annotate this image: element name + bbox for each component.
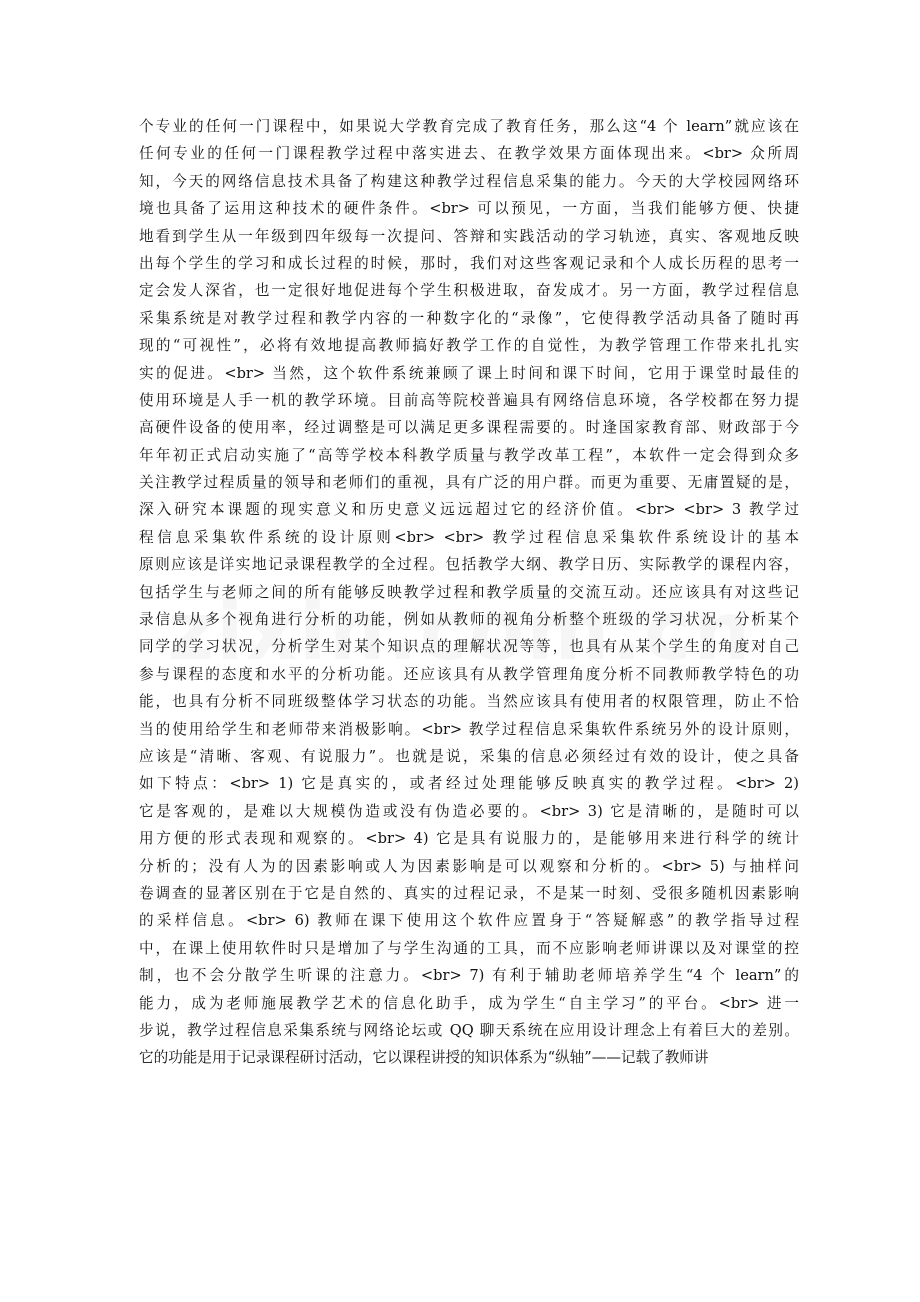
text-line: 使用环境是人手一机的教学环境。目前高等院校普遍具有网络信息环境，各学校都在努力提: [139, 391, 799, 409]
text-line: 当的使用给学生和老师带来消极影响。<br> 教学过程信息采集软件系统另外的设计原则，: [139, 720, 799, 738]
text-line: 能力，成为老师施展教学艺术的信息化助手，成为学生“自主学习”的平台。<br> 进一: [139, 994, 799, 1012]
text-line: 的采样信息。<br> 6) 教师在课下使用这个软件应置身于“答疑解惑”的教学指导过程: [139, 912, 799, 930]
text-line: 境也具备了运用这种技术的硬件条件。<br> 可以预见，一方面，当我们能够方便、快捷: [139, 200, 799, 218]
text-line: 如下特点：<br> 1) 它是真实的，或者经过处理能够反映真实的教学过程。<br> 2): [139, 775, 799, 793]
text-line: 高硬件设备的使用率，经过调整是可以满足更多课程需要的。时逢国家教育部、财政部于今: [139, 419, 799, 437]
text-line: 卷调查的显著区别在于它是自然的、真实的过程记录，不是某一时刻、受很多随机因素影响: [139, 884, 799, 902]
text-line: 年年初正式启动实施了“高等学校本科教学质量与教学改革工程”，本软件一定会得到众多: [139, 446, 799, 464]
text-line: 定会发人深省，也一定很好地促进每个学生积极进取，奋发成才。另一方面，教学过程信息: [139, 282, 799, 300]
text-line: 程信息采集软件系统的设计原则<br> <br> 教学过程信息采集软件系统设计的基本: [139, 528, 799, 546]
text-line: 同学的学习状况，分析学生对某个知识点的理解状况等等，也具有从某个学生的角度对自己: [139, 638, 799, 656]
text-line: 能，也具有分析不同班级整体学习状态的功能。当然应该具有使用者的权限管理，防止不恰: [139, 693, 799, 711]
text-line: 知，今天的网络信息技术具备了构建这种教学过程信息采集的能力。今天的大学校园网络环: [139, 172, 799, 190]
text-line: 实的促进。<br> 当然，这个软件系统兼顾了课上时间和课下时间，它用于课堂时最佳的: [139, 364, 799, 382]
text-line: 地看到学生从一年级到四年级每一次提问、答辩和实践活动的学习轨迹，真实、客观地反映: [139, 227, 799, 245]
text-line: 用方便的形式表现和观察的。<br> 4) 它是具有说服力的，是能够用来进行科学的统计: [139, 830, 799, 848]
text-line: 采集系统是对教学过程和教学内容的一种数字化的“录像”，它使得教学活动具备了随时再: [139, 309, 799, 327]
text-line: 中，在课上使用软件时只是增加了与学生沟通的工具，而不应影响老师讲课以及对课堂的控: [139, 939, 799, 957]
text-line: 应该是“清晰、客观、有说服力”。也就是说，采集的信息必须经过有效的设计，使之具备: [139, 747, 799, 765]
document-body: [139, 113, 799, 1072]
text-line: 录信息从多个视角进行分析的功能，例如从教师的视角分析整个班级的学习状况，分析某个: [139, 611, 799, 629]
text-line: 分析的；没有人为的因素影响或人为因素影响是可以观察和分析的。<br> 5) 与抽样问: [139, 857, 799, 875]
text-line: 制，也不会分散学生听课的注意力。<br> 7) 有利于辅助老师培养学生“4 个 learn”的: [139, 967, 799, 985]
text-line: 现的“可视性”，必将有效地提高教师搞好教学工作的自觉性，为教学管理工作带来扎扎实: [139, 337, 799, 355]
text-line: 个专业的任何一门课程中，如果说大学教育完成了教育任务，那么这“4 个 learn”就应该在: [139, 118, 799, 135]
text-line: 参与课程的态度和水平的分析功能。还应该具有从教学管理角度分析不同教师教学特色的功: [139, 665, 799, 683]
text-line: 任何专业的任何一门课程教学过程中落实进去、在教学效果方面体现出来。<br> 众所周: [139, 145, 799, 163]
text-line: 出每个学生的学习和成长过程的时候，那时，我们对这些客观记录和个人成长历程的思考一: [139, 254, 799, 272]
text-line: 原则应该是详实地记录课程教学的全过程。包括教学大纲、教学日历、实际教学的课程内容，: [139, 556, 799, 574]
text-line: 它的功能是用于记录课程研讨活动，它以课程讲授的知识体系为“纵轴”——记载了教师讲: [139, 1049, 709, 1067]
text-line: 步说，教学过程信息采集系统与网络论坛或 QQ 聊天系统在应用设计理念上有着巨大的差别。: [139, 1021, 799, 1039]
text-line: 深入研究本课题的现实意义和历史意义远远超过它的经济价值。<br> <br> 3 教学过: [139, 501, 799, 519]
text-line: 关注教学过程质量的领导和老师们的重视，具有广泛的用户群。而更为重要、无庸置疑的是，: [139, 474, 799, 492]
text-line: 它是客观的，是难以大规模伪造或没有伪造必要的。<br> 3) 它是清晰的，是随时可以: [139, 802, 799, 820]
text-line: 包括学生与老师之间的所有能够反映教学过程和教学质量的交流互动。还应该具有对这些记: [139, 583, 799, 601]
